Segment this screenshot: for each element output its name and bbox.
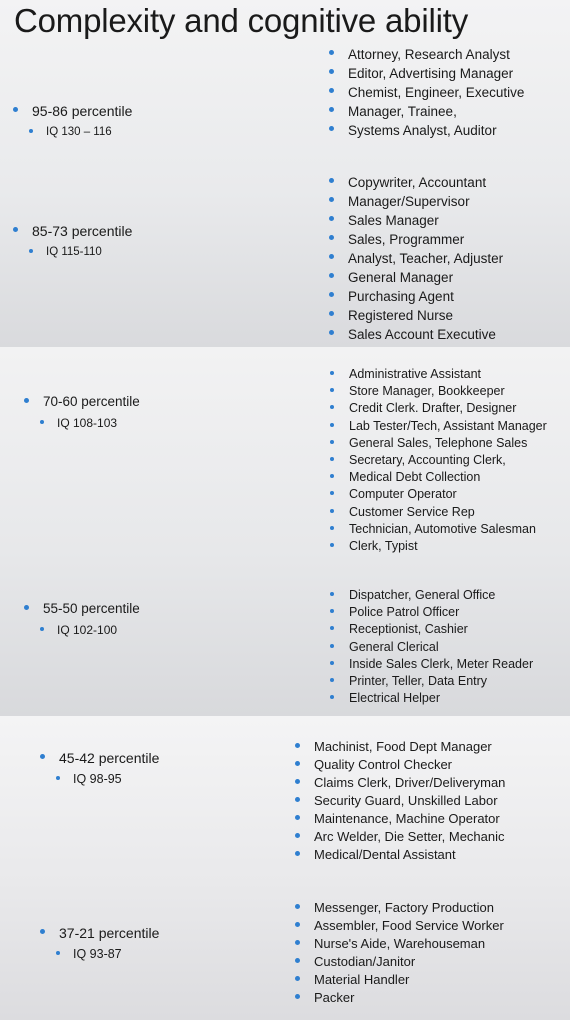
bullet-icon: [330, 626, 334, 630]
bullet-icon: [329, 216, 334, 221]
slide-panel-top: [0, 0, 570, 347]
percentile-label: 95-86 percentile: [13, 101, 132, 121]
list-item: General Clerical: [330, 639, 533, 656]
job-list: [329, 173, 503, 344]
list-item: Administrative Assistant: [330, 366, 547, 383]
bullet-icon: [295, 779, 300, 784]
list-item: Maintenance, Machine Operator: [295, 810, 505, 828]
list-item: Receptionist, Cashier: [330, 621, 533, 638]
list-item: Manager/Supervisor: [329, 192, 503, 211]
list-item: Store Manager, Bookkeeper: [330, 383, 547, 400]
list-item: Manager, Trainee,: [329, 102, 524, 121]
bullet-icon: [330, 661, 334, 665]
list-item: Clerk, Typist: [330, 538, 547, 555]
percentile-label: 85-73 percentile: [13, 221, 132, 241]
iq-label: IQ 130 – 116: [29, 123, 132, 141]
bullet-icon: [295, 797, 300, 802]
percentile-label: 70-60 percentile: [24, 392, 140, 412]
bullet-icon: [295, 815, 300, 820]
bullet-icon: [329, 197, 334, 202]
list-item: Electrical Helper: [330, 690, 533, 707]
list-item: Chemist, Engineer, Executive: [329, 83, 524, 102]
bullet-icon: [330, 695, 334, 699]
bullet-icon: [330, 491, 334, 495]
bullet-icon: [329, 311, 334, 316]
iq-label: IQ 115-110: [29, 243, 132, 261]
list-item: Printer, Teller, Data Entry: [330, 673, 533, 690]
list-item: Credit Clerk. Drafter, Designer: [330, 400, 547, 417]
bullet-icon: [40, 627, 44, 631]
bullet-icon: [330, 678, 334, 682]
job-list: [329, 45, 524, 140]
list-item: General Sales, Telephone Sales: [330, 435, 547, 452]
list-item: Attorney, Research Analyst: [329, 45, 524, 64]
bullet-icon: [40, 754, 45, 759]
bullet-icon: [29, 249, 33, 253]
list-item: Lab Tester/Tech, Assistant Manager: [330, 418, 547, 435]
bullet-icon: [329, 292, 334, 297]
bullet-icon: [295, 958, 300, 963]
band-labels: [13, 101, 132, 141]
bullet-icon: [330, 405, 334, 409]
list-item: General Manager: [329, 268, 503, 287]
list-item: Customer Service Rep: [330, 504, 547, 521]
bullet-icon: [329, 330, 334, 335]
list-item: Security Guard, Unskilled Labor: [295, 792, 505, 810]
bullet-icon: [29, 129, 33, 133]
bullet-icon: [329, 273, 334, 278]
bullet-icon: [330, 592, 334, 596]
list-item: Registered Nurse: [329, 306, 503, 325]
list-item: Quality Control Checker: [295, 756, 505, 774]
list-item: Medical/Dental Assistant: [295, 846, 505, 864]
percentile-label: 55-50 percentile: [24, 599, 140, 619]
list-item: Claims Clerk, Driver/Deliveryman: [295, 774, 505, 792]
job-list: [295, 738, 505, 864]
list-item: Packer: [295, 989, 504, 1007]
job-list: [295, 899, 504, 1007]
iq-label: IQ 93-87: [56, 945, 159, 963]
bullet-icon: [329, 107, 334, 112]
band-labels: [24, 599, 140, 639]
list-item: Machinist, Food Dept Manager: [295, 738, 505, 756]
bullet-icon: [330, 543, 334, 547]
list-item: Copywriter, Accountant: [329, 173, 503, 192]
bullet-icon: [295, 922, 300, 927]
band-labels: [24, 392, 140, 432]
list-item: Messenger, Factory Production: [295, 899, 504, 917]
list-item: Dispatcher, General Office: [330, 587, 533, 604]
list-item: Custodian/Janitor: [295, 953, 504, 971]
bullet-icon: [295, 940, 300, 945]
list-item: Sales Account Executive: [329, 325, 503, 344]
bullet-icon: [24, 605, 29, 610]
bullet-icon: [330, 457, 334, 461]
list-item: Material Handler: [295, 971, 504, 989]
bullet-icon: [330, 423, 334, 427]
slide-panel-middle: [0, 347, 570, 716]
list-item: Purchasing Agent: [329, 287, 503, 306]
iq-label: IQ 108-103: [40, 414, 140, 432]
bullet-icon: [330, 371, 334, 375]
bullet-icon: [330, 509, 334, 513]
list-item: Arc Welder, Die Setter, Mechanic: [295, 828, 505, 846]
list-item: Nurse's Aide, Warehouseman: [295, 935, 504, 953]
list-item: Analyst, Teacher, Adjuster: [329, 249, 503, 268]
bullet-icon: [330, 609, 334, 613]
bullet-icon: [295, 976, 300, 981]
bullet-icon: [13, 107, 18, 112]
iq-label: IQ 102-100: [40, 621, 140, 639]
list-item: Inside Sales Clerk, Meter Reader: [330, 656, 533, 673]
percentile-label: 37-21 percentile: [40, 923, 159, 943]
bullet-icon: [40, 929, 45, 934]
bullet-icon: [56, 776, 60, 780]
bullet-icon: [329, 50, 334, 55]
list-item: Secretary, Accounting Clerk,: [330, 452, 547, 469]
bullet-icon: [330, 440, 334, 444]
bullet-icon: [56, 951, 60, 955]
bullet-icon: [13, 227, 18, 232]
bullet-icon: [295, 994, 300, 999]
bullet-icon: [329, 69, 334, 74]
bullet-icon: [295, 904, 300, 909]
bullet-icon: [24, 398, 29, 403]
list-item: Systems Analyst, Auditor: [329, 121, 524, 140]
list-item: Police Patrol Officer: [330, 604, 533, 621]
list-item: Computer Operator: [330, 486, 547, 503]
bullet-icon: [330, 526, 334, 530]
job-list: [330, 366, 547, 555]
bullet-icon: [295, 833, 300, 838]
band-labels: [40, 923, 159, 963]
slide-panel-bottom: [0, 716, 570, 1020]
band-labels: [40, 748, 159, 788]
bullet-icon: [330, 474, 334, 478]
page-title: Complexity and cognitive ability: [14, 2, 468, 39]
list-item: Technician, Automotive Salesman: [330, 521, 547, 538]
list-item: Sales, Programmer: [329, 230, 503, 249]
job-list: [330, 587, 533, 707]
bullet-icon: [295, 743, 300, 748]
bullet-icon: [329, 126, 334, 131]
bullet-icon: [329, 254, 334, 259]
iq-label: IQ 98-95: [56, 770, 159, 788]
band-labels: [13, 221, 132, 261]
bullet-icon: [329, 88, 334, 93]
bullet-icon: [330, 644, 334, 648]
bullet-icon: [295, 761, 300, 766]
bullet-icon: [40, 420, 44, 424]
list-item: Sales Manager: [329, 211, 503, 230]
bullet-icon: [329, 235, 334, 240]
bullet-icon: [330, 388, 334, 392]
list-item: Medical Debt Collection: [330, 469, 547, 486]
percentile-label: 45-42 percentile: [40, 748, 159, 768]
list-item: Editor, Advertising Manager: [329, 64, 524, 83]
bullet-icon: [329, 178, 334, 183]
list-item: Assembler, Food Service Worker: [295, 917, 504, 935]
bullet-icon: [295, 851, 300, 856]
